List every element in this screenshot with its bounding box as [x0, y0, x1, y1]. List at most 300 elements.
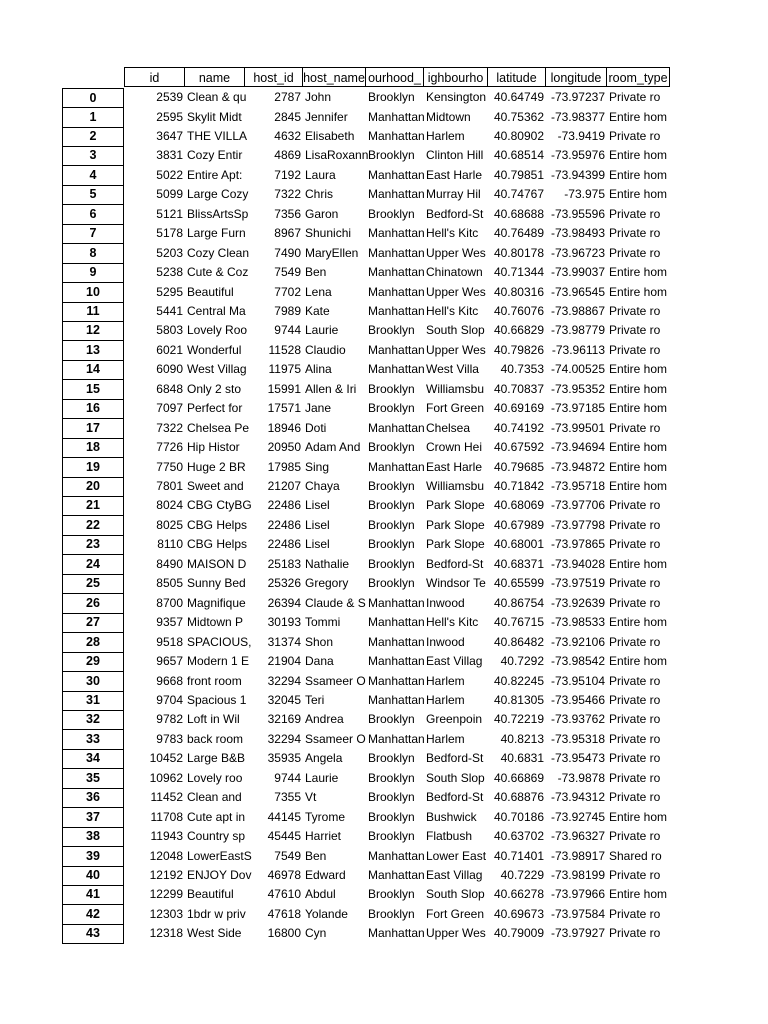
row-index: 16: [62, 399, 124, 419]
cell-neighbourhood: East Villag: [426, 868, 483, 882]
cell-latitude: 40.7229: [500, 868, 544, 882]
cell-longitude: -73.98917: [550, 848, 605, 863]
row-index: 5: [62, 185, 124, 205]
cell-host-id: 44145: [267, 809, 301, 824]
cell-neighbourhood-group: Brooklyn: [368, 440, 415, 455]
cell-longitude: -73.97966: [550, 887, 605, 902]
cell-id: 6848: [156, 381, 183, 396]
cell-latitude: 40.86754: [493, 595, 544, 610]
row-index: 2: [62, 127, 124, 147]
cell-longitude: -73.95104: [550, 673, 605, 688]
cell-latitude: 40.74767: [493, 187, 544, 202]
cell-host-name: Ben: [305, 265, 327, 279]
cell-longitude: -73.96113: [551, 342, 605, 357]
row-index: 14: [62, 360, 124, 380]
cell-latitude: 40.64749: [493, 90, 544, 104]
row-index: 26: [62, 594, 124, 614]
cell-host-id: 7549: [274, 848, 301, 863]
cell-name: West Villag: [187, 362, 247, 377]
cell-neighbourhood-group: Brooklyn: [368, 576, 415, 591]
cell-neighbourhood: Upper Wes: [426, 926, 486, 941]
row-index: 10: [62, 283, 124, 303]
cell-id: 12303: [149, 906, 183, 921]
cell-id: 10452: [149, 751, 183, 766]
cell-name: front room: [187, 673, 242, 688]
cell-host-name: Tyrome: [305, 809, 346, 824]
cell-host-name: Kate: [305, 303, 330, 318]
cell-latitude: 40.7353: [500, 362, 544, 377]
cell-host-name: Ben: [305, 848, 327, 863]
cell-longitude: -73.98493: [550, 226, 605, 241]
cell-neighbourhood-group: Brooklyn: [368, 829, 415, 844]
cell-host-id: 9744: [274, 323, 301, 338]
cell-id: 9704: [156, 692, 183, 707]
cell-latitude: 40.68371: [493, 556, 544, 571]
cell-longitude: -73.94399: [550, 167, 605, 182]
cell-id: 7750: [156, 459, 183, 474]
row-index: 36: [62, 788, 124, 808]
cell-name: Huge 2 BR: [187, 459, 246, 474]
cell-neighbourhood: Hell's Kitc: [426, 303, 479, 318]
cell-neighbourhood: Clinton Hill: [426, 148, 484, 163]
cell-host-id: 17571: [267, 401, 301, 416]
cell-latitude: 40.7292: [500, 654, 544, 668]
cell-room-type: Private ro: [609, 303, 661, 318]
cell-host-name: Andrea: [305, 712, 344, 727]
cell-id: 5121: [156, 206, 183, 221]
cell-neighbourhood-group: Brooklyn: [368, 790, 415, 805]
cell-host-name: MaryEllen: [305, 245, 359, 260]
cell-latitude: 40.71842: [493, 479, 544, 493]
cell-room-type: Private ro: [609, 90, 661, 104]
cell-host-name: Angela: [305, 751, 343, 766]
cell-room-type: Private ro: [609, 829, 661, 844]
cell-host-name: Laurie: [305, 770, 339, 785]
cell-room-type: Private ro: [609, 673, 661, 688]
cell-id: 5022: [156, 167, 183, 182]
row-index: 19: [62, 458, 124, 478]
cell-id: 11943: [150, 829, 183, 844]
row-index: 9: [62, 263, 124, 283]
cell-room-type: Private ro: [609, 751, 661, 766]
cell-room-type: Entire hom: [609, 479, 668, 493]
cell-id: 8024: [156, 498, 183, 513]
cell-name: Midtown P: [187, 615, 244, 630]
row-index: 8: [62, 244, 124, 264]
cell-host-id: 18946: [267, 420, 301, 435]
cell-id: 8505: [156, 576, 183, 591]
cell-room-type: Entire hom: [609, 887, 668, 902]
column-header-latitude: latitude: [488, 67, 546, 87]
cell-latitude: 40.79851: [493, 167, 544, 182]
row-index: 21: [62, 496, 124, 516]
cell-name: Large Cozy: [187, 187, 249, 202]
cell-longitude: -73.92639: [550, 595, 605, 610]
cell-host-name: Abdul: [305, 887, 336, 902]
cell-neighbourhood-group: Manhattan: [368, 109, 425, 124]
row-index: 18: [62, 438, 124, 458]
cell-neighbourhood: Fort Green: [426, 906, 485, 921]
cell-longitude: -73.95596: [550, 206, 605, 221]
cell-name: Beautiful: [187, 887, 234, 902]
cell-host-id: 17985: [267, 459, 301, 474]
row-index: 25: [62, 574, 124, 594]
cell-id: 5238: [156, 265, 183, 279]
cell-host-id: 35935: [267, 751, 301, 766]
cell-neighbourhood: Bedford-St: [426, 751, 484, 766]
cell-room-type: Entire hom: [609, 265, 668, 279]
cell-host-name: John: [305, 90, 332, 104]
cell-latitude: 40.79009: [493, 926, 544, 941]
cell-room-type: Entire hom: [609, 284, 668, 299]
cell-neighbourhood: Upper Wes: [426, 245, 486, 260]
cell-host-id: 20950: [267, 440, 301, 455]
cell-neighbourhood-group: Manhattan: [368, 848, 425, 863]
cell-room-type: Private ro: [609, 790, 661, 805]
cell-room-type: Entire hom: [609, 459, 668, 474]
cell-id: 3831: [156, 148, 183, 163]
cell-host-id: 47618: [267, 906, 301, 921]
cell-longitude: -73.98533: [550, 615, 605, 630]
column-header-host-name: host_name: [303, 67, 366, 87]
cell-room-type: Entire hom: [609, 401, 668, 416]
cell-neighbourhood: Chinatown: [426, 265, 483, 279]
cell-longitude: -73.96723: [550, 245, 605, 260]
cell-neighbourhood-group: Manhattan: [368, 265, 425, 279]
cell-neighbourhood: Harlem: [426, 673, 465, 688]
cell-name: SPACIOUS,: [187, 634, 252, 649]
cell-longitude: -73.96327: [550, 829, 605, 844]
cell-neighbourhood-group: Brooklyn: [368, 556, 415, 571]
cell-host-id: 7192: [274, 167, 301, 182]
cell-longitude: -73.97185: [550, 401, 605, 416]
cell-room-type: Entire hom: [609, 148, 668, 163]
cell-host-name: Shunichi: [305, 226, 352, 241]
cell-latitude: 40.68514: [493, 148, 544, 163]
cell-latitude: 40.67989: [493, 517, 544, 532]
cell-neighbourhood: Murray Hil: [426, 187, 481, 202]
row-index: 28: [62, 633, 124, 653]
cell-neighbourhood-group: Manhattan: [368, 362, 425, 377]
row-index: 6: [62, 205, 124, 225]
cell-host-name: LisaRoxann: [305, 148, 369, 163]
cell-latitude: 40.80178: [493, 245, 544, 260]
cell-neighbourhood: Hell's Kitc: [426, 615, 479, 630]
cell-host-name: Gregory: [305, 576, 349, 591]
cell-host-name: Sing: [305, 459, 330, 474]
cell-neighbourhood-group: Brooklyn: [368, 323, 415, 338]
cell-name: Large B&B: [187, 751, 246, 766]
cell-id: 8700: [156, 595, 183, 610]
cell-host-name: Elisabeth: [305, 128, 355, 143]
cell-neighbourhood: East Harle: [426, 167, 483, 182]
cell-name: Perfect for: [187, 401, 243, 416]
cell-neighbourhood: Park Slope: [426, 537, 485, 552]
cell-id: 12048: [149, 848, 183, 863]
cell-host-name: Edward: [305, 868, 346, 882]
cell-host-name: Garon: [305, 206, 339, 221]
cell-host-id: 45445: [267, 829, 301, 844]
cell-neighbourhood-group: Brooklyn: [368, 90, 415, 104]
row-index: 29: [62, 652, 124, 672]
cell-id: 7097: [156, 401, 183, 416]
cell-neighbourhood-group: Manhattan: [368, 420, 425, 435]
cell-host-name: Alina: [305, 362, 332, 377]
cell-name: CBG Helps: [187, 537, 248, 552]
row-index: 34: [62, 749, 124, 769]
row-index: 15: [62, 380, 124, 400]
row-index: 3: [62, 146, 124, 166]
cell-host-id: 11528: [268, 342, 301, 357]
cell-neighbourhood-group: Manhattan: [368, 731, 425, 746]
cell-host-name: Nathalie: [305, 556, 350, 571]
cell-longitude: -73.98377: [550, 109, 605, 124]
row-index: 33: [62, 730, 124, 750]
cell-host-id: 15991: [267, 381, 301, 396]
row-index: 38: [62, 827, 124, 847]
cell-host-name: Tommi: [305, 615, 341, 630]
cell-neighbourhood-group: Manhattan: [368, 167, 425, 182]
cell-neighbourhood: Park Slope: [426, 498, 485, 513]
cell-neighbourhood: Crown Hei: [426, 440, 483, 455]
cell-name: Cozy Entir: [187, 148, 243, 163]
cell-neighbourhood-group: Manhattan: [368, 187, 425, 202]
cell-host-id: 7989: [274, 303, 301, 318]
cell-longitude: -73.95318: [550, 731, 605, 746]
cell-host-id: 7356: [274, 206, 301, 221]
cell-latitude: 40.69673: [493, 906, 544, 921]
cell-neighbourhood: Greenpoin: [426, 712, 483, 727]
cell-host-id: 4869: [274, 148, 301, 163]
cell-neighbourhood: Inwood: [426, 595, 465, 610]
cell-latitude: 40.66278: [493, 887, 544, 902]
cell-latitude: 40.86482: [493, 634, 544, 649]
cell-room-type: Private ro: [609, 226, 661, 241]
cell-neighbourhood-group: Brooklyn: [368, 148, 415, 163]
cell-host-name: Harriet: [305, 829, 342, 844]
cell-room-type: Private ro: [609, 595, 661, 610]
row-index: 1: [62, 108, 124, 128]
cell-neighbourhood-group: Brooklyn: [368, 479, 415, 493]
cell-neighbourhood-group: Manhattan: [368, 284, 425, 299]
cell-latitude: 40.80902: [493, 128, 544, 143]
cell-latitude: 40.71344: [493, 265, 544, 279]
cell-name: THE VILLA: [187, 128, 248, 143]
cell-name: Spacious 1: [187, 692, 247, 707]
cell-host-name: Doti: [305, 420, 327, 435]
row-index: 40: [62, 866, 124, 886]
cell-host-id: 9744: [274, 770, 301, 785]
cell-neighbourhood-group: Brooklyn: [368, 770, 415, 785]
cell-host-name: Lisel: [305, 517, 330, 532]
cell-longitude: -74.00525: [550, 362, 605, 377]
cell-host-name: Allen & Iri: [305, 381, 357, 396]
cell-latitude: 40.68688: [493, 206, 544, 221]
cell-name: Clean and: [187, 790, 242, 805]
cell-longitude: -73.98867: [550, 303, 605, 318]
cell-host-name: Chaya: [305, 479, 340, 493]
cell-longitude: -73.98542: [550, 654, 605, 668]
cell-neighbourhood-group: Manhattan: [368, 615, 425, 630]
cell-host-name: Shon: [305, 634, 334, 649]
cell-longitude: -73.97519: [550, 576, 605, 591]
cell-room-type: Private ro: [609, 576, 661, 591]
cell-longitude: -73.92745: [550, 809, 605, 824]
cell-neighbourhood: Bedford-St: [426, 790, 484, 805]
cell-room-type: Entire hom: [609, 167, 668, 182]
cell-longitude: -73.975: [564, 187, 605, 202]
cell-id: 9782: [156, 712, 183, 727]
cell-neighbourhood-group: Brooklyn: [368, 751, 415, 766]
cell-neighbourhood: Bushwick: [426, 809, 477, 824]
cell-latitude: 40.6831: [500, 751, 544, 766]
cell-id: 5099: [156, 187, 183, 202]
cell-room-type: Private ro: [609, 712, 661, 727]
cell-neighbourhood-group: Manhattan: [368, 128, 425, 143]
cell-name: Sweet and: [187, 479, 244, 493]
row-index: 35: [62, 769, 124, 789]
cell-neighbourhood-group: Brooklyn: [368, 537, 415, 552]
row-index: 30: [62, 672, 124, 692]
cell-longitude: -73.97927: [550, 926, 605, 941]
cell-neighbourhood-group: Brooklyn: [368, 517, 415, 532]
cell-id: 6090: [156, 362, 183, 377]
row-index: 20: [62, 477, 124, 497]
cell-name: Beautiful: [187, 284, 234, 299]
cell-latitude: 40.8213: [500, 731, 544, 746]
cell-neighbourhood-group: Manhattan: [368, 692, 425, 707]
cell-longitude: -73.97584: [550, 906, 605, 921]
cell-latitude: 40.81305: [493, 692, 544, 707]
cell-neighbourhood-group: Manhattan: [368, 868, 425, 882]
cell-latitude: 40.67592: [493, 440, 544, 455]
cell-host-id: 32045: [267, 692, 301, 707]
row-index: 23: [62, 535, 124, 555]
cell-id: 5295: [156, 284, 183, 299]
cell-longitude: -73.95473: [550, 751, 605, 766]
cell-host-id: 22486: [267, 537, 301, 552]
row-index: 32: [62, 710, 124, 730]
cell-room-type: Entire hom: [609, 615, 668, 630]
cell-neighbourhood-group: Brooklyn: [368, 401, 415, 416]
cell-neighbourhood: Midtown: [426, 109, 471, 124]
cell-latitude: 40.82245: [493, 673, 544, 688]
cell-name: West Side: [187, 926, 242, 941]
row-index: 22: [62, 516, 124, 536]
cell-room-type: Private ro: [609, 926, 661, 941]
cell-host-id: 25326: [267, 576, 301, 591]
cell-id: 8025: [156, 517, 183, 532]
cell-neighbourhood-group: Manhattan: [368, 245, 425, 260]
cell-host-id: 25183: [267, 556, 301, 571]
cell-room-type: Private ro: [609, 420, 661, 435]
cell-longitude: -73.94312: [550, 790, 605, 805]
cell-name: CBG CtyBG: [187, 498, 252, 513]
cell-longitude: -73.95352: [550, 381, 605, 396]
cell-room-type: Entire hom: [609, 381, 668, 396]
cell-name: Central Ma: [187, 303, 246, 318]
cell-id: 9657: [156, 654, 183, 668]
cell-host-id: 31374: [267, 634, 301, 649]
cell-name: CBG Helps: [187, 517, 248, 532]
cell-id: 8110: [157, 537, 183, 552]
cell-id: 5203: [156, 245, 183, 260]
cell-host-name: Adam And: [305, 440, 361, 455]
cell-host-id: 8967: [274, 226, 301, 241]
cell-neighbourhood-group: Brooklyn: [368, 809, 415, 824]
cell-latitude: 40.79685: [493, 459, 544, 474]
cell-longitude: -73.94872: [550, 459, 605, 474]
cell-host-name: Ssameer O: [305, 673, 366, 688]
row-index: 42: [62, 905, 124, 925]
cell-room-type: Private ro: [609, 731, 661, 746]
cell-name: Cute apt in: [187, 809, 246, 824]
cell-neighbourhood: Inwood: [426, 634, 465, 649]
cell-host-id: 16800: [267, 926, 301, 941]
cell-neighbourhood: Hell's Kitc: [426, 226, 479, 241]
cell-latitude: 40.72219: [493, 712, 544, 727]
row-index: 39: [62, 847, 124, 867]
cell-host-name: Ssameer O: [305, 731, 366, 746]
cell-host-id: 7549: [274, 265, 301, 279]
cell-name: Hip Histor: [187, 440, 240, 455]
cell-longitude: -73.97865: [550, 537, 605, 552]
cell-name: BlissArtsSp: [187, 206, 249, 221]
cell-host-id: 21207: [267, 479, 301, 493]
cell-host-name: Vt: [305, 790, 317, 805]
cell-room-type: Private ro: [609, 906, 661, 921]
cell-room-type: Private ro: [609, 868, 661, 882]
cell-neighbourhood: Windsor Te: [426, 576, 486, 591]
cell-id: 10962: [149, 770, 183, 785]
cell-longitude: -73.97706: [550, 498, 605, 513]
cell-neighbourhood-group: Manhattan: [368, 673, 425, 688]
cell-room-type: Private ro: [609, 537, 661, 552]
cell-longitude: -73.95466: [550, 692, 605, 707]
row-index: 7: [62, 224, 124, 244]
cell-name: Cozy Clean: [187, 245, 250, 260]
cell-host-id: 7355: [274, 790, 301, 805]
cell-latitude: 40.70186: [493, 809, 544, 824]
cell-id: 12318: [149, 926, 183, 941]
cell-id: 9518: [156, 634, 183, 649]
cell-id: 5441: [156, 303, 183, 318]
cell-neighbourhood-group: Brooklyn: [368, 381, 415, 396]
cell-id: 5803: [156, 323, 183, 338]
cell-neighbourhood: Lower East: [426, 848, 487, 863]
cell-neighbourhood-group: Manhattan: [368, 342, 425, 357]
cell-room-type: Entire hom: [609, 187, 668, 202]
cell-room-type: Private ro: [609, 245, 661, 260]
cell-room-type: Private ro: [609, 323, 661, 338]
cell-name: 1bdr w priv: [187, 906, 246, 921]
cell-neighbourhood-group: Brooklyn: [368, 906, 415, 921]
cell-host-name: Lisel: [305, 498, 330, 513]
cell-name: Magnifique: [187, 595, 246, 610]
cell-neighbourhood: West Villa: [426, 362, 479, 377]
cell-neighbourhood-group: Brooklyn: [368, 887, 415, 902]
cell-name: back room: [187, 731, 244, 746]
cell-name: Chelsea Pe: [187, 420, 250, 435]
cell-id: 12299: [149, 887, 183, 902]
cell-longitude: -73.9878: [557, 770, 605, 785]
cell-neighbourhood: Upper Wes: [426, 284, 486, 299]
cell-name: Only 2 sto: [187, 381, 242, 396]
cell-latitude: 40.70837: [493, 381, 544, 396]
cell-longitude: -73.9419: [557, 128, 605, 143]
cell-neighbourhood-group: Manhattan: [368, 595, 425, 610]
cell-longitude: -73.95976: [550, 148, 605, 163]
